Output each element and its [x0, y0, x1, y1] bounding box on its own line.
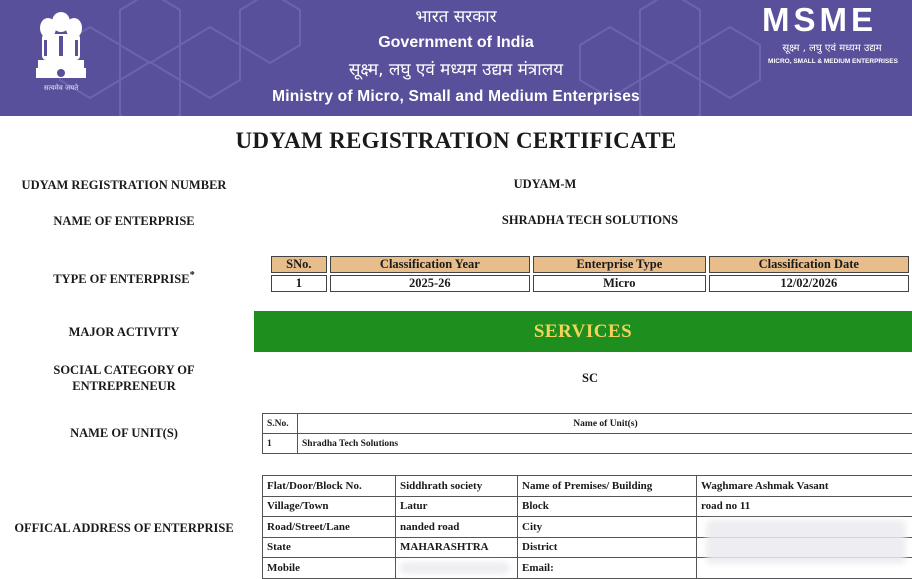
col-unit-name: Name of Unit(s) [298, 414, 912, 434]
social-category-label-line2: ENTREPRENEUR [10, 378, 238, 394]
type-asterisk: * [190, 270, 195, 281]
social-category-value: SC [540, 371, 640, 386]
col-sno: SNo. [271, 256, 327, 273]
govt-hindi-title: भारत सरकार [206, 4, 706, 30]
col-classification-date: Classification Date [709, 256, 909, 273]
cell-unit-sno: 1 [263, 434, 298, 454]
msme-english-tagline: MICRO, SMALL & MEDIUM ENTERPRISES [758, 58, 908, 65]
emblem-caption: सत्यमेव जयते [30, 84, 92, 93]
ministry-header [0, 0, 912, 116]
premises-label: Name of Premises/ Building [518, 476, 697, 497]
flat-value: Siddhrath society [396, 476, 518, 497]
mobile-label: Mobile [263, 558, 396, 579]
table-row [263, 476, 912, 497]
cell-sno: 1 [271, 275, 327, 292]
road-label: Road/Street/Lane [263, 517, 396, 538]
social-category-label [10, 362, 238, 394]
block-label: Block [518, 496, 697, 517]
classification-header-row [271, 256, 909, 273]
email-label: Email: [518, 558, 697, 579]
msme-logo: MSME [762, 2, 902, 38]
ministry-hindi-title: सूक्ष्म, लघु एवं मध्यम उद्यम मंत्रालय [206, 56, 706, 84]
table-row [263, 434, 912, 454]
reg-number-value: UDYAM-M [460, 177, 630, 192]
social-category-label-line1: SOCIAL CATEGORY OF [10, 362, 238, 378]
cell-classification-date: 12/02/2026 [709, 275, 909, 292]
road-value: nanded road [396, 517, 518, 538]
state-value: MAHARASHTRA [396, 537, 518, 558]
type-label-text: TYPE OF ENTERPRISE [53, 272, 189, 286]
district-label: District [518, 537, 697, 558]
ministry-english-title: Ministry of Micro, Small and Medium Enterprises [206, 84, 706, 110]
certificate-title: UDYAM REGISTRATION CERTIFICATE [0, 128, 912, 154]
type-of-enterprise-label [10, 268, 238, 287]
village-label: Village/Town [263, 496, 396, 517]
units-label: NAME OF UNIT(S) [10, 425, 238, 441]
major-activity-label: MAJOR ACTIVITY [10, 324, 238, 340]
msme-hindi-tagline: सूक्ष्म , लघु एवं मध्यम उद्यम [762, 40, 902, 54]
state-emblem-icon [30, 6, 92, 96]
govt-english-title: Government of India [206, 30, 706, 56]
enterprise-name-value: SHRADHA TECH SOLUTIONS [440, 213, 740, 228]
table-row [263, 496, 912, 517]
block-value: road no 11 [697, 496, 912, 517]
city-label: City [518, 517, 697, 538]
units-header-row [263, 414, 912, 434]
state-label: State [263, 537, 396, 558]
col-enterprise-type: Enterprise Type [533, 256, 706, 273]
address-label: OFFICAL ADDRESS OF ENTERPRISE [0, 520, 248, 536]
cell-enterprise-type: Micro [533, 275, 706, 292]
header-titles [206, 4, 706, 110]
col-unit-sno: S.No. [263, 414, 298, 434]
premises-value: Waghmare Ashmak Vasant [697, 476, 912, 497]
col-classification-year: Classification Year [330, 256, 530, 273]
classification-table [268, 254, 912, 294]
cell-classification-year: 2025-26 [330, 275, 530, 292]
table-row [271, 275, 909, 292]
enterprise-name-label: NAME OF ENTERPRISE [10, 213, 238, 229]
flat-label: Flat/Door/Block No. [263, 476, 396, 497]
cell-unit-name: Shradha Tech Solutions [298, 434, 912, 454]
redaction-smudge [400, 562, 510, 574]
redaction-smudge [706, 520, 906, 564]
major-activity-value: SERVICES [254, 311, 912, 352]
reg-number-label: UDYAM REGISTRATION NUMBER [10, 177, 238, 193]
village-value: Latur [396, 496, 518, 517]
units-table [262, 413, 912, 454]
